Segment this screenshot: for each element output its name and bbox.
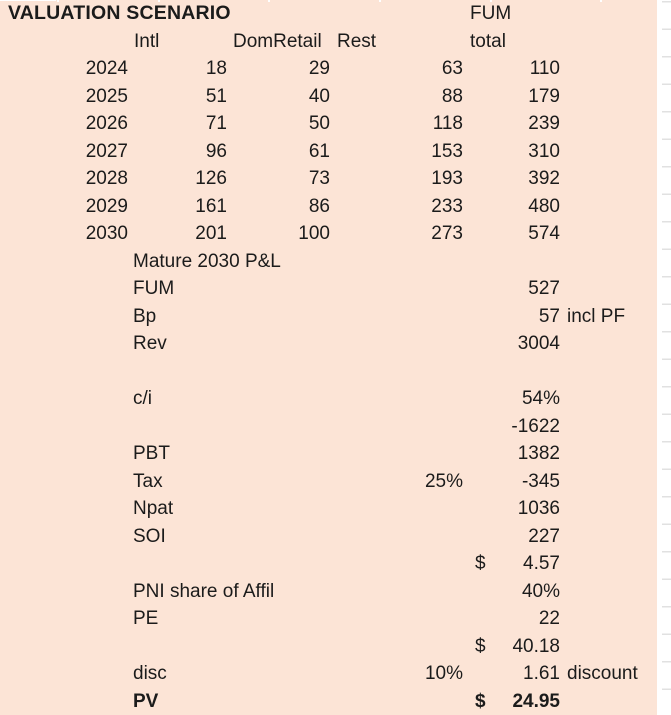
cell-label[interactable]: Tax [133, 470, 163, 492]
cell-total[interactable]: 480 [528, 195, 560, 217]
cell-label[interactable]: SOI [133, 525, 166, 547]
col-header-rest[interactable]: Rest [337, 30, 377, 52]
cell-year[interactable]: 2024 [85, 58, 128, 79]
cell-total[interactable]: 310 [528, 140, 560, 162]
cell-value[interactable]: 1036 [517, 498, 560, 519]
cell-value[interactable]: 54% [521, 388, 560, 409]
cell-total[interactable]: 179 [528, 85, 560, 107]
cell-value[interactable]: 1.61 [523, 663, 560, 684]
cell-currency-value[interactable] [475, 550, 560, 578]
cell-year[interactable]: 2027 [85, 140, 128, 162]
cell-intl[interactable]: 71 [205, 113, 227, 134]
pnl-row-pbt [0, 440, 657, 468]
cell-label[interactable]: PNI share of Affil [133, 580, 275, 602]
gridline-tick [268, 0, 270, 2]
pnl-row-bp [0, 303, 657, 331]
cell-rest[interactable]: 233 [431, 195, 463, 217]
table-row-2029 [0, 193, 657, 221]
cell-total[interactable]: 574 [528, 223, 560, 244]
cell-label[interactable]: Npat [133, 498, 174, 519]
cell-label[interactable]: disc [133, 663, 167, 684]
pnl-row-pv [0, 688, 657, 715]
cell-intl[interactable]: 126 [195, 168, 227, 189]
cell-year[interactable]: 2029 [85, 195, 128, 217]
cell-domretail[interactable]: 50 [308, 113, 330, 134]
cell-value[interactable]: 22 [538, 608, 560, 629]
pnl-row-fum [0, 275, 657, 303]
pnl-row-ci [0, 385, 657, 413]
cell-intl[interactable]: 201 [195, 223, 227, 244]
cell-intl[interactable]: 18 [205, 58, 227, 79]
cell-label[interactable]: PE [133, 608, 159, 629]
cell-label[interactable]: PBT [133, 443, 170, 464]
cell-value[interactable]: 1382 [517, 443, 560, 464]
cell-rate[interactable]: 10% [424, 663, 463, 684]
cell-domretail[interactable]: 61 [308, 140, 330, 162]
table-row-2025 [0, 83, 657, 111]
gridline-tick [600, 0, 602, 2]
cell-value[interactable]: 227 [528, 525, 560, 547]
cell-year[interactable]: 2030 [85, 223, 128, 244]
cell-total[interactable]: 239 [528, 113, 560, 134]
gridline-tick [490, 0, 492, 2]
pnl-row-pe [0, 605, 657, 633]
pnl-section-row [0, 248, 657, 276]
cell-intl[interactable]: 161 [195, 195, 227, 217]
table-row-2027 [0, 138, 657, 166]
cell-intl[interactable]: 51 [205, 85, 227, 107]
cell-year[interactable]: 2028 [85, 168, 128, 189]
gridline-tick [379, 0, 381, 2]
cell-value[interactable]: 57 [538, 305, 560, 327]
pnl-row-disc [0, 660, 657, 688]
cell-rest[interactable]: 193 [431, 168, 463, 189]
pnl-row-rev [0, 330, 657, 358]
title-row [0, 0, 657, 28]
cell-rest[interactable]: 153 [431, 140, 463, 162]
sheet-title[interactable]: VALUATION SCENARIO [8, 2, 231, 24]
cell-domretail[interactable]: 40 [308, 85, 330, 107]
cell-rate[interactable]: 25% [424, 470, 463, 492]
cell-total[interactable]: 392 [528, 168, 560, 189]
col-header-total[interactable]: total [470, 30, 506, 52]
cell-currency-value[interactable] [475, 688, 560, 715]
table-row-2028 [0, 165, 657, 193]
pnl-row-pni-share [0, 578, 657, 606]
cell-rest[interactable]: 118 [432, 113, 463, 134]
cell-year[interactable]: 2026 [85, 113, 128, 134]
cell-total[interactable]: 110 [529, 58, 560, 79]
cell-rest[interactable]: 273 [431, 223, 463, 244]
cell-value[interactable]: 3004 [517, 333, 560, 354]
cell-label[interactable]: Rev [133, 333, 167, 354]
header-row [0, 28, 657, 56]
pnl-row-npat [0, 495, 657, 523]
cell-note[interactable]: discount [567, 663, 638, 684]
cell-value: 40.18 [512, 635, 560, 657]
cell-rest[interactable]: 63 [441, 58, 463, 79]
cell-domretail[interactable]: 73 [308, 168, 330, 189]
cell-rest[interactable]: 88 [441, 85, 463, 107]
cell-currency-value[interactable] [475, 633, 560, 661]
table-row-2030 [0, 220, 657, 248]
pnl-row-value-per-share [0, 633, 657, 661]
cell-value: 24.95 [512, 690, 560, 712]
empty-column-strip [657, 0, 671, 715]
cell-domretail[interactable]: 29 [308, 58, 330, 79]
cell-value: 4.57 [523, 553, 560, 574]
pnl-row-tax [0, 468, 657, 496]
row-gridlines [662, 1, 671, 715]
dollar-sign: $ [475, 635, 486, 657]
table-row-2024 [0, 55, 657, 83]
table-row-2026 [0, 110, 657, 138]
cell-year[interactable]: 2025 [85, 85, 128, 107]
cell-value[interactable]: 40% [521, 580, 560, 602]
col-header-intl[interactable]: Intl [134, 30, 160, 52]
pnl-row-eps [0, 550, 657, 578]
col-header-domretail[interactable]: DomRetail [233, 30, 322, 52]
gridline-tick [57, 0, 59, 2]
pnl-section-title[interactable]: Mature 2030 P&L [133, 250, 281, 272]
cell-label[interactable]: Bp [133, 305, 157, 327]
cell-intl[interactable]: 96 [205, 140, 227, 162]
cell-domretail[interactable]: 100 [298, 223, 330, 244]
cell-label[interactable]: FUM [133, 278, 175, 299]
cell-label[interactable]: PV [133, 690, 159, 712]
cell-note[interactable]: incl PF [567, 305, 626, 327]
pnl-row-costs [0, 413, 657, 441]
pnl-row-soi [0, 523, 657, 551]
dollar-sign: $ [475, 690, 486, 712]
cell-label[interactable]: c/i [133, 388, 152, 409]
cell-value[interactable]: -1622 [511, 415, 560, 437]
cell-value[interactable]: -345 [521, 470, 560, 492]
cell-value[interactable]: 527 [528, 278, 560, 299]
gridline-tick [158, 0, 160, 2]
cell-domretail[interactable]: 86 [308, 195, 330, 217]
fum-corner-header[interactable]: FUM [470, 3, 512, 24]
dollar-sign: $ [475, 553, 486, 574]
gridline-tick [0, 0, 56, 1]
